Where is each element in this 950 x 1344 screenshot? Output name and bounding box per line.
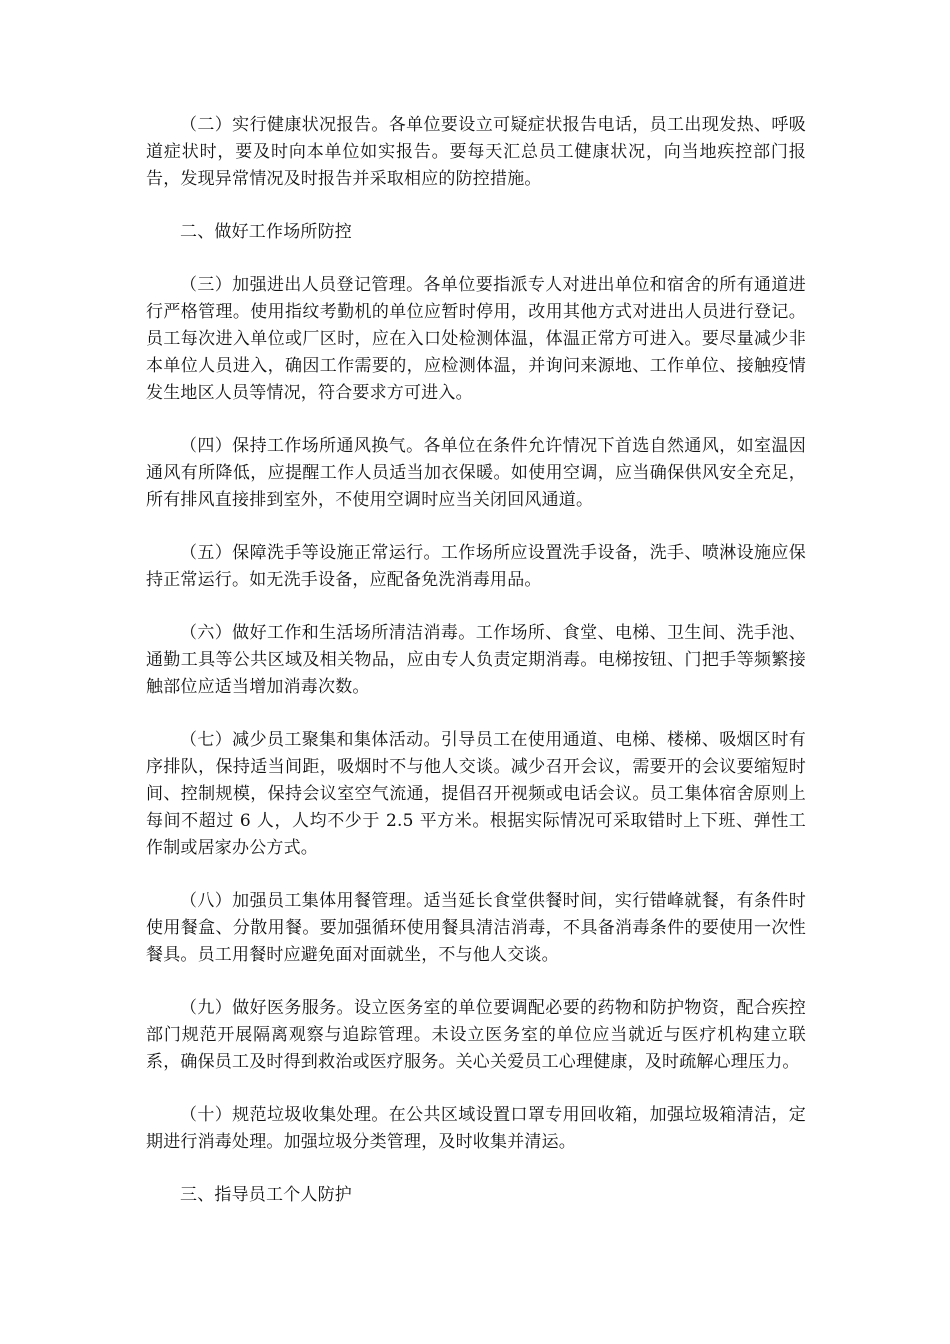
paragraph-handwashing: （五）保障洗手等设施正常运行。工作场所应设置洗手设备，洗手、喷淋设施应保持正常运行。如无洗手设备，应配备免洗消毒用品。 <box>146 543 806 590</box>
paragraph-ventilation: （四）保持工作场所通风换气。各单位在条件允许情况下首选自然通风，如室温因通风有所降低，应提醒工作人员适当加衣保暖。如使用空调，应当确保供风安全充足，所有排风直接排到室外，不使用空调时应当关闭回风通道。 <box>146 436 806 510</box>
paragraph-reduce-gatherings: （七）减少员工聚集和集体活动。引导员工在使用通道、电梯、楼梯、吸烟区时有序排队，保持适当间距，吸烟时不与他人交谈。减少召开会议，需要开的会议要缩短时间、控制规模，保持会议室空气流通，提倡召开视频或电话会议。员工集体宿舍原则上每间不超过 6 人，人均不少于 2.5 平方米。根据实际情况可采取错时上下班、弹性工作制或居家办公方式。 <box>146 730 806 858</box>
paragraph-meal-management: （八）加强员工集体用餐管理。适当延长食堂供餐时间，实行错峰就餐，有条件时使用餐盒、分散用餐。要加强循环使用餐具清洁消毒，不具备消毒条件的要使用一次性餐具。员工用餐时应避免面对面就坐，不与他人交谈。 <box>146 891 806 965</box>
paragraph-waste-handling: （十）规范垃圾收集处理。在公共区域设置口罩专用回收箱，加强垃圾箱清洁，定期进行消毒处理。加强垃圾分类管理，及时收集并清运。 <box>146 1105 806 1152</box>
document-body <box>146 112 806 1235</box>
paragraph-health-report: （二）实行健康状况报告。各单位要设立可疑症状报告电话，员工出现发热、呼吸道症状时，要及时向本单位如实报告。要每天汇总员工健康状况，向当地疾控部门报告，发现异常情况及时报告并采取相应的防控措施。 <box>146 115 806 189</box>
section-heading-personal-protection: 三、指导员工个人防护 <box>180 1185 352 1205</box>
paragraph-cleaning-disinfection: （六）做好工作和生活场所清洁消毒。工作场所、食堂、电梯、卫生间、洗手池、通勤工具等公共区域及相关物品，应由专人负责定期消毒。电梯按钮、门把手等频繁接触部位应适当增加消毒次数。 <box>146 623 806 697</box>
paragraph-entry-registration: （三）加强进出人员登记管理。各单位要指派专人对进出单位和宿舍的所有通道进行严格管理。使用指纹考勤机的单位应暂时停用，改用其他方式对进出人员进行登记。员工每次进入单位或厂区时，应在入口处检测体温，体温正常方可进入。要尽量减少非本单位人员进入，确因工作需要的，应检测体温，并询问来源地、工作单位、接触疫情发生地区人员等情况，符合要求方可进入。 <box>146 275 806 403</box>
paragraph-medical-service: （九）做好医务服务。设立医务室的单位要调配必要的药物和防护物资，配合疾控部门规范开展隔离观察与追踪管理。未设立医务室的单位应当就近与医疗机构建立联系，确保员工及时得到救治或医疗服务。关心关爱员工心理健康，及时疏解心理压力。 <box>146 998 806 1072</box>
section-heading-workplace-control: 二、做好工作场所防控 <box>180 222 352 242</box>
